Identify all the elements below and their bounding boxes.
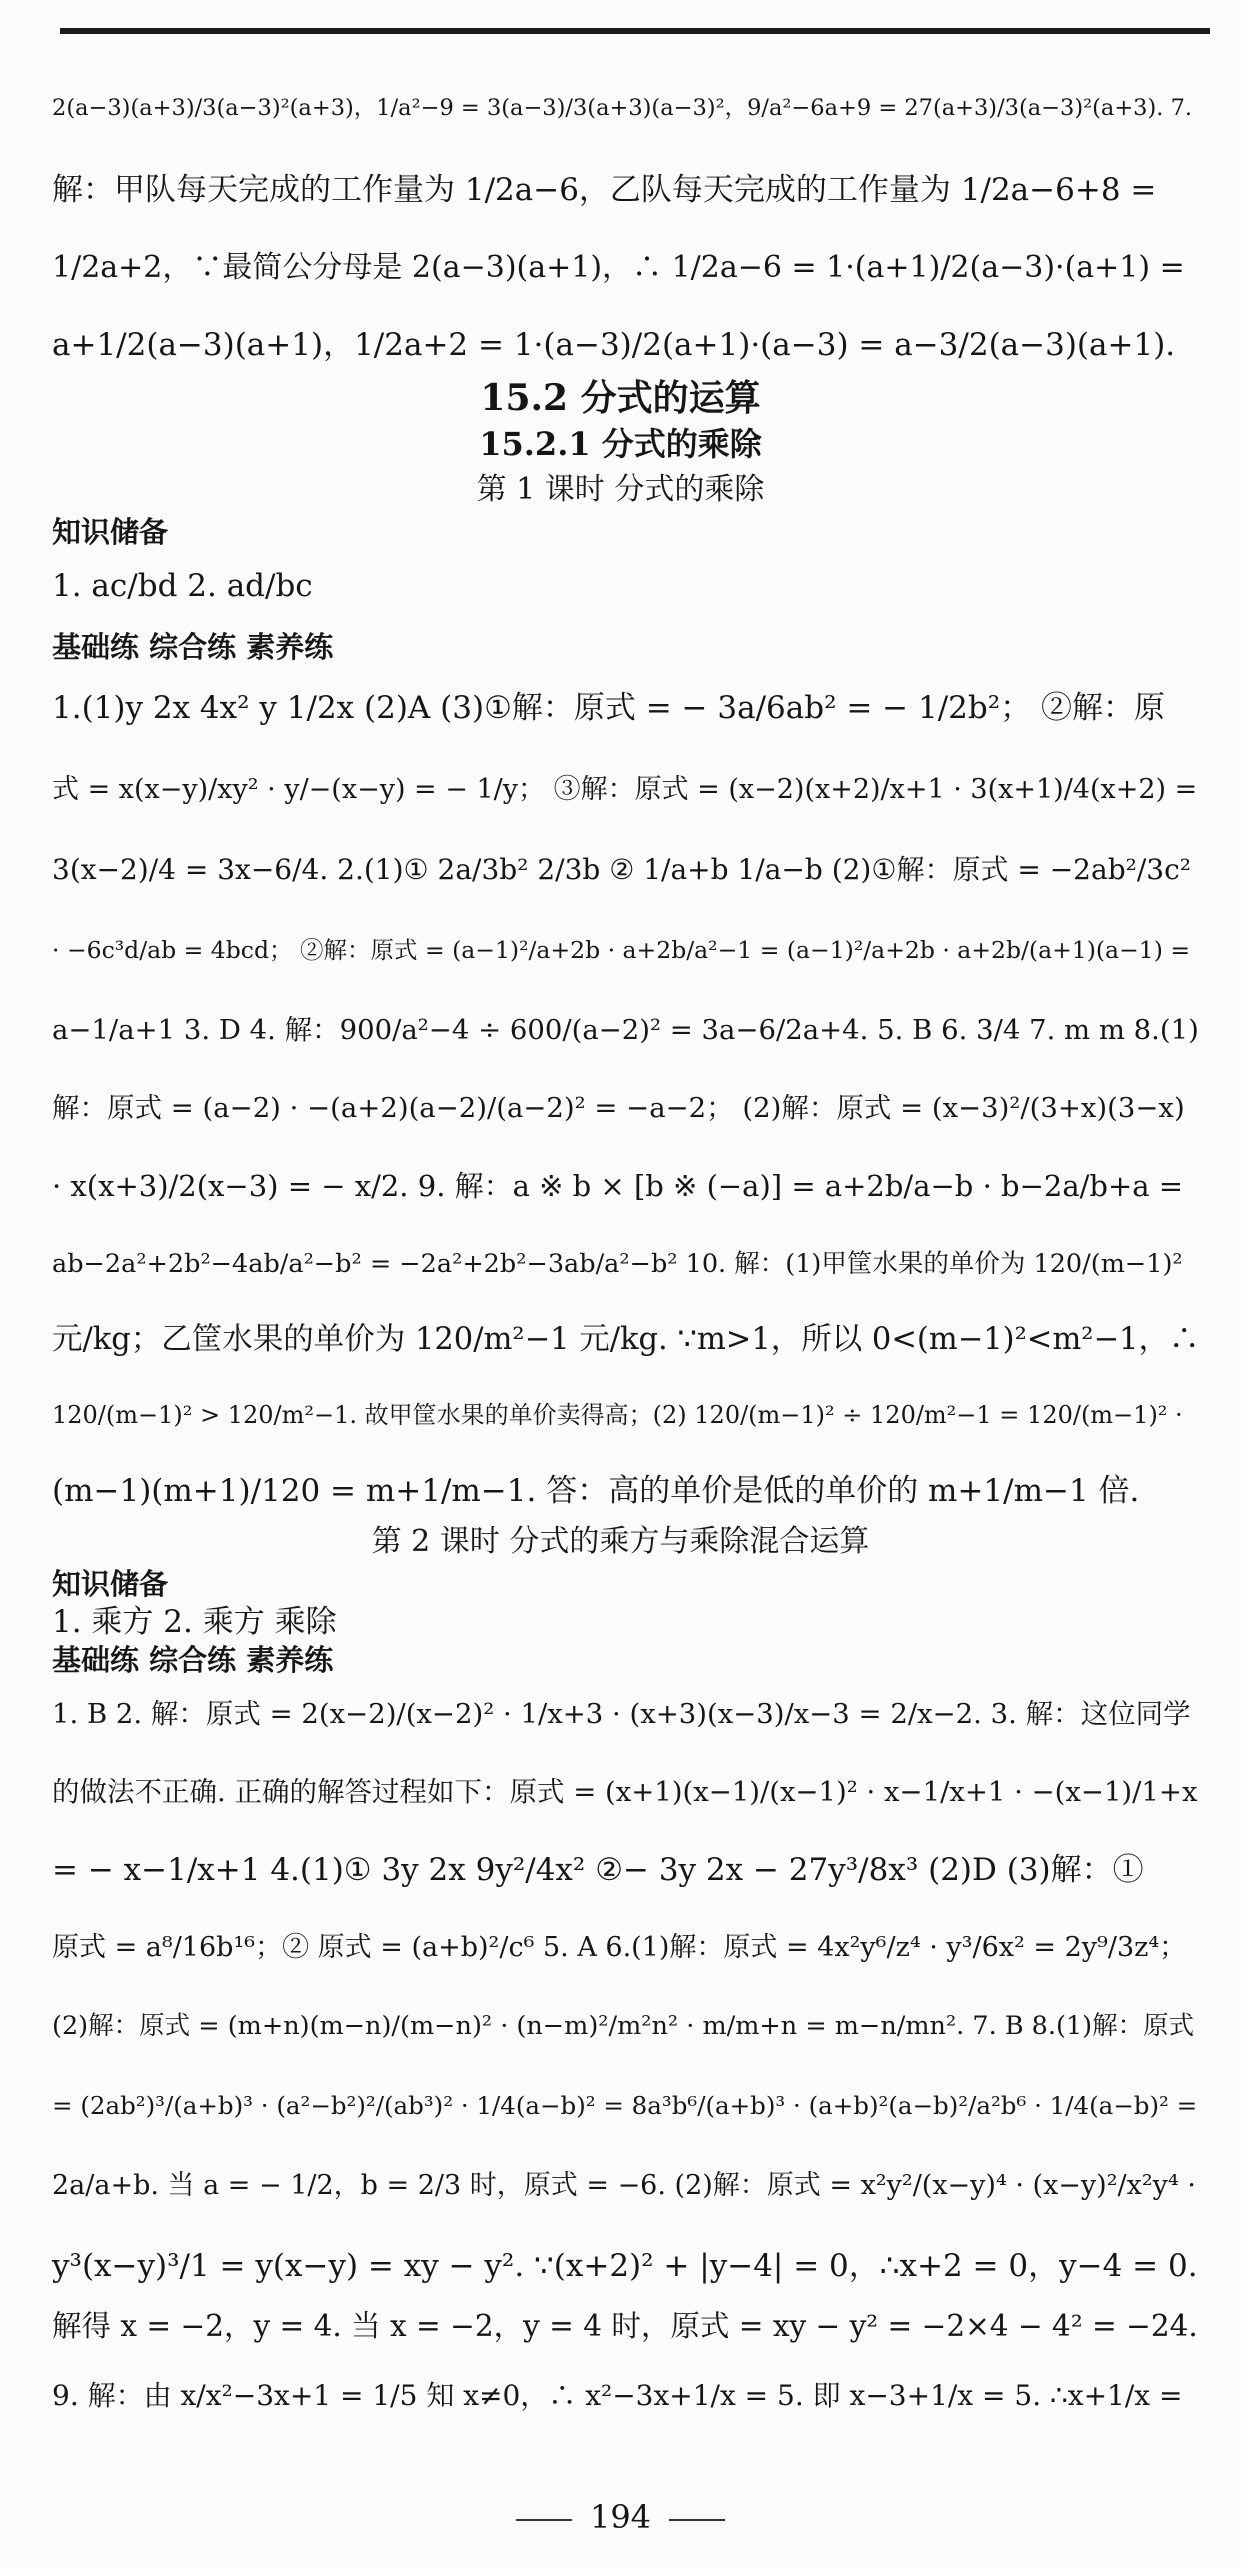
- section-title: 15.2 分式的运算: [480, 377, 761, 419]
- answer-line: · −6c³d/ab = 4bcd； ②解：原式 = (a−1)²/a+2b · a+2b/a²−1 = (a−1)²/a+2b · a+2b/(a+1)(a−1) =: [52, 936, 1191, 964]
- answer-line: (2)解：原式 = (m+n)(m−n)/(m−n)² · (n−m)²/m²n² · m/m+n = m−n/mn². 7. B 8.(1)解：原式: [52, 2011, 1195, 2041]
- answer-line: a+1/2(a−3)(a+1)，1/2a+2 = 1·(a−3)/2(a+1)·(a−3) = a−3/2(a−3)(a+1).: [52, 327, 1176, 363]
- answer-line: · x(x+3)/2(x−3) = − x/2. 9. 解：a ※ b × [b ※ (−a)] = a+2b/a−b · b−2a/b+a =: [52, 1169, 1184, 1203]
- answer-line: (m−1)(m+1)/120 = m+1/m−1. 答：高的单价是低的单价的 m+1/m−1 倍.: [52, 1473, 1140, 1509]
- answer-line: 1.(1)y 2x 4x² y 1/2x (2)A (3)①解：原式 = − 3a/6ab² = − 1/2b²； ②解：原: [52, 690, 1166, 726]
- answer-line: 1. B 2. 解：原式 = 2(x−2)/(x−2)² · 1/x+3 · (x+3)(x−3)/x−3 = 2/x−2. 3. 解：这位同学: [52, 1698, 1191, 1730]
- answer-line: 解得 x = −2，y = 4. 当 x = −2，y = 4 时，原式 = xy − y² = −2×4 − 4² = −24.: [52, 2309, 1198, 2343]
- answer-line: a−1/a+1 3. D 4. 解：900/a²−4 ÷ 600/(a−2)² = 3a−6/2a+4. 5. B 6. 3/4 7. m m 8.(1): [52, 1014, 1199, 1046]
- answer-line: 2(a−3)(a+3)/3(a−3)²(a+3)，1/a²−9 = 3(a−3)/3(a+3)(a−3)²，9/a²−6a+9 = 27(a+3)/3(a−3)²(a+3). 7.: [52, 95, 1193, 121]
- page-number: [0, 2498, 1241, 2536]
- answer-line: 元/kg；乙筐水果的单价为 120/m²−1 元/kg. ∵m>1，所以 0<(m−1)²<m²−1，∴: [52, 1322, 1200, 1357]
- practice-heading: 基础练 综合练 素养练: [52, 630, 334, 664]
- answer-line: ab−2a²+2b²−4ab/a²−b² = −2a²+2b²−3ab/a²−b² 10. 解：(1)甲筐水果的单价为 120/(m−1)²: [52, 1249, 1183, 1279]
- answer-line: 解：甲队每天完成的工作量为 1/2a−6，乙队每天完成的工作量为 1/2a−6+8 =: [52, 172, 1157, 208]
- answer-line: = (2ab²)³/(a+b)³ · (a²−b²)²/(ab³)² · 1/4(a−b)² = 8a³b⁶/(a+b)³ · (a+b)²(a−b)²/a²b⁶ · 1/4(a−b)² =: [52, 2091, 1198, 2120]
- page-number-dash-right: [669, 2519, 725, 2521]
- knowledge-heading: 知识储备: [52, 515, 169, 549]
- answer-line: y³(x−y)³/1 = y(x−y) = xy − y². ∵(x+2)² + |y−4| = 0，∴x+2 = 0，y−4 = 0.: [52, 2248, 1198, 2284]
- page-number-dash-left: [516, 2519, 572, 2521]
- answer-line: 120/(m−1)² > 120/m²−1. 故甲筐水果的单价卖得高；(2) 120/(m−1)² ÷ 120/m²−1 = 120/(m−1)² ·: [52, 1401, 1183, 1429]
- answer-line: 的做法不正确. 正确的解答过程如下：原式 = (x+1)(x−1)/(x−1)² · x−1/x+1 · −(x−1)/1+x: [52, 1776, 1198, 1808]
- answer-line: 1/2a+2，∵最简公分母是 2(a−3)(a+1)，∴ 1/2a−6 = 1·(a+1)/2(a−3)·(a+1) =: [52, 250, 1185, 285]
- lesson-title: 第 2 课时 分式的乘方与乘除混合运算: [371, 1524, 870, 1559]
- answer-line: 3(x−2)/4 = 3x−6/4. 2.(1)① 2a/3b² 2/3b ② 1/a+b 1/a−b (2)①解：原式 = −2ab²/3c²: [52, 853, 1191, 886]
- answer-line: 原式 = a⁸/16b¹⁶；② 原式 = (a+b)²/c⁶ 5. A 6.(1)解：原式 = 4x²y⁶/z⁴ · y³/6x² = 2y⁹/3z⁴；: [52, 1932, 1187, 1963]
- answer-line: 9. 解：由 x/x²−3x+1 = 1/5 知 x≠0，∴ x²−3x+1/x = 5. 即 x−3+1/x = 5. ∴x+1/x =: [52, 2379, 1183, 2412]
- answer-line: 1. ac/bd 2. ad/bc: [52, 568, 313, 604]
- subsection-title: 15.2.1 分式的乘除: [479, 425, 762, 463]
- answer-line: 解：原式 = (a−2) · −(a+2)(a−2)/(a−2)² = −a−2； (2)解：原式 = (x−3)²/(3+x)(3−x): [52, 1092, 1185, 1124]
- answer-line: 式 = x(x−y)/xy² · y/−(x−y) = − 1/y； ③解：原式 = (x−2)(x+2)/x+1 · 3(x+1)/4(x+2) =: [52, 774, 1198, 805]
- page-number-text: 194: [589, 2498, 652, 2536]
- answer-line: 1. 乘方 2. 乘方 乘除: [52, 1604, 337, 1640]
- practice-heading: 基础练 综合练 素养练: [52, 1643, 334, 1677]
- answer-line: 2a/a+b. 当 a = − 1/2，b = 2/3 时，原式 = −6. (2)解：原式 = x²y²/(x−y)⁴ · (x−y)²/x²y⁴ ·: [52, 2170, 1196, 2201]
- answer-line: = − x−1/x+1 4.(1)① 3y 2x 9y²/4x² ②− 3y 2x − 27y³/8x³ (2)D (3)解：①: [52, 1852, 1144, 1888]
- knowledge-heading: 知识储备: [52, 1567, 169, 1601]
- lesson-title: 第 1 课时 分式的乘除: [476, 472, 765, 507]
- top-rule: [60, 28, 1210, 34]
